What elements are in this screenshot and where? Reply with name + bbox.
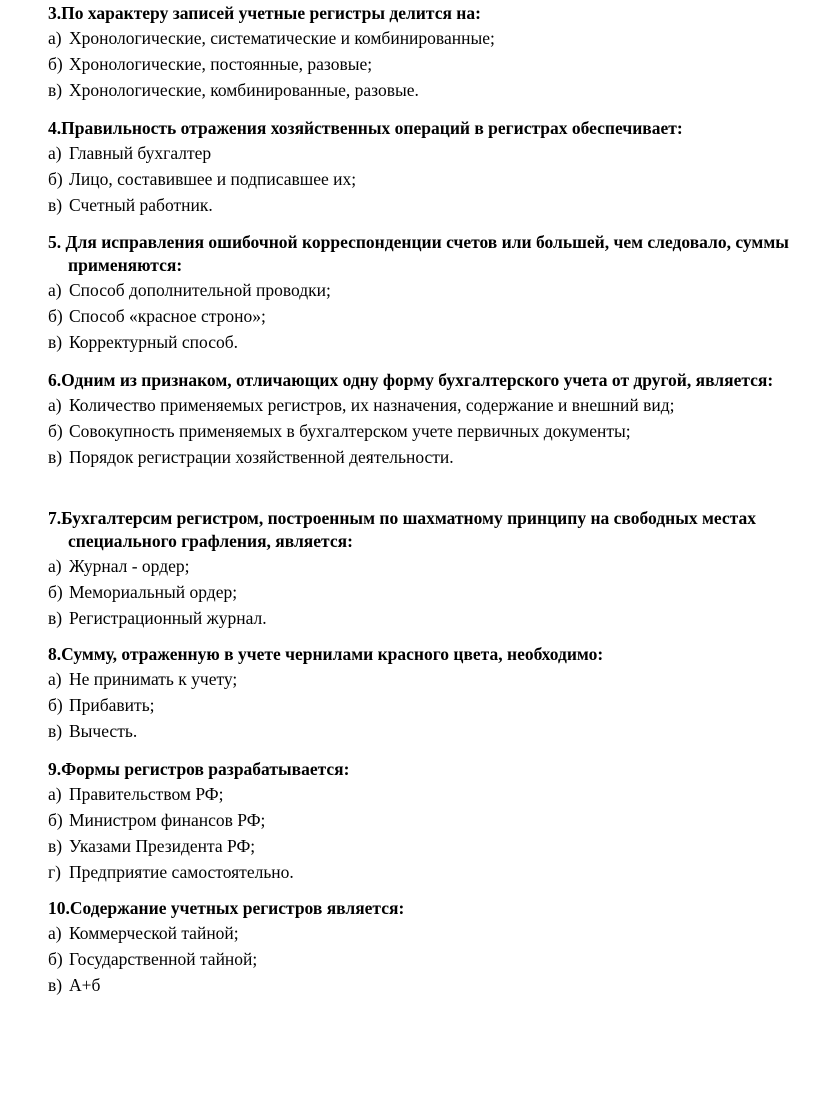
option-text: Вычесть.: [69, 721, 138, 741]
option-letter: б): [48, 54, 63, 74]
option-letter: б): [48, 421, 63, 441]
option-text: Коммерческой тайной;: [69, 923, 239, 943]
option-letter: б): [48, 306, 63, 326]
answer-option: [48, 833, 814, 859]
option-letter: в): [48, 721, 63, 741]
answer-option: [48, 781, 814, 807]
option-letter: а): [48, 669, 62, 689]
question-4: [48, 117, 814, 218]
option-text: Порядок регистрации хозяйственной деятельности.: [69, 447, 454, 467]
option-text: А+б: [69, 975, 101, 995]
option-letter: в): [48, 447, 63, 467]
option-letter: в): [48, 975, 63, 995]
option-letter: а): [48, 28, 62, 48]
question-title: 5. Для исправления ошибочной корреспонденции счетов или большей, чем следовало, суммы применяются:: [48, 232, 789, 275]
option-text: Государственной тайной;: [69, 949, 258, 969]
option-letter: а): [48, 923, 62, 943]
option-letter: б): [48, 810, 63, 830]
answer-option: [48, 920, 814, 946]
option-letter: б): [48, 582, 63, 602]
option-text: Способ дополнительной проводки;: [69, 280, 331, 300]
question-title: 3.По характеру записей учетные регистры делится на:: [48, 3, 481, 23]
answer-option: [48, 946, 814, 972]
option-letter: в): [48, 608, 63, 628]
option-letter: в): [48, 836, 63, 856]
question-title: 6.Одним из признаком, отличающих одну форму бухгалтерского учета от другой, является:: [48, 370, 774, 390]
option-text: Главный бухгалтер: [69, 143, 212, 163]
answer-option: [48, 77, 814, 103]
option-letter: а): [48, 784, 62, 804]
option-text: Количество применяемых регистров, их назначения, содержание и внешний вид;: [69, 395, 675, 415]
option-text: Лицо, составившее и подписавшее их;: [69, 169, 357, 189]
option-text: Не принимать к учету;: [69, 669, 238, 689]
question-7: [48, 507, 814, 631]
answer-option: [48, 553, 814, 579]
option-letter: а): [48, 395, 62, 415]
answer-option: [48, 605, 814, 631]
option-letter: а): [48, 280, 62, 300]
option-letter: в): [48, 195, 63, 215]
answer-option: [48, 51, 814, 77]
option-text: Хронологические, комбинированные, разовые.: [69, 80, 419, 100]
question-3: [48, 2, 814, 103]
option-text: Счетный работник.: [69, 195, 213, 215]
option-letter: а): [48, 143, 62, 163]
option-text: Указами Президента РФ;: [69, 836, 256, 856]
answer-option: [48, 972, 814, 998]
answer-option: [48, 859, 814, 885]
question-title: 4.Правильность отражения хозяйственных операций в регистрах обеспечивает:: [48, 118, 683, 138]
question-6: [48, 369, 814, 470]
option-text: Журнал - ордер;: [69, 556, 190, 576]
question-title: 8.Сумму, отраженную в учете чернилами красного цвета, необходимо:: [48, 644, 604, 664]
option-letter: б): [48, 695, 63, 715]
option-text: Хронологические, систематические и комбинированные;: [69, 28, 495, 48]
question-title: 10.Содержание учетных регистров является:: [48, 898, 405, 918]
option-letter: а): [48, 556, 62, 576]
option-text: Прибавить;: [69, 695, 155, 715]
answer-option: [48, 392, 814, 418]
question-8: [48, 643, 814, 744]
option-letter: б): [48, 949, 63, 969]
answer-option: [48, 444, 814, 470]
option-letter: г): [48, 862, 62, 882]
option-text: Способ «красное строно»;: [69, 306, 266, 326]
question-5: [48, 231, 814, 355]
option-text: Регистрационный журнал.: [69, 608, 267, 628]
answer-option: [48, 303, 814, 329]
answer-option: [48, 807, 814, 833]
option-text: Министром финансов РФ;: [69, 810, 266, 830]
answer-option: [48, 192, 814, 218]
option-text: Корректурный способ.: [69, 332, 238, 352]
option-text: Правительством РФ;: [69, 784, 224, 804]
answer-option: [48, 718, 814, 744]
answer-option: [48, 329, 814, 355]
option-letter: в): [48, 332, 63, 352]
question-title: 9.Формы регистров разрабатывается:: [48, 759, 350, 779]
answer-option: [48, 166, 814, 192]
question-9: [48, 758, 814, 885]
option-text: Предприятие самостоятельно.: [69, 862, 294, 882]
answer-option: [48, 140, 814, 166]
question-10: [48, 897, 814, 998]
answer-option: [48, 579, 814, 605]
answer-option: [48, 25, 814, 51]
answer-option: [48, 692, 814, 718]
option-text: Мемориальный ордер;: [69, 582, 238, 602]
question-title: 7.Бухгалтерсим регистром, построенным по шахматному принципу на свободных местах специального графления, является:: [48, 508, 756, 551]
answer-option: [48, 418, 814, 444]
option-text: Хронологические, постоянные, разовые;: [69, 54, 373, 74]
answer-option: [48, 277, 814, 303]
option-letter: в): [48, 80, 63, 100]
option-text: Совокупность применяемых в бухгалтерском учете первичных документы;: [69, 421, 631, 441]
option-letter: б): [48, 169, 63, 189]
answer-option: [48, 666, 814, 692]
